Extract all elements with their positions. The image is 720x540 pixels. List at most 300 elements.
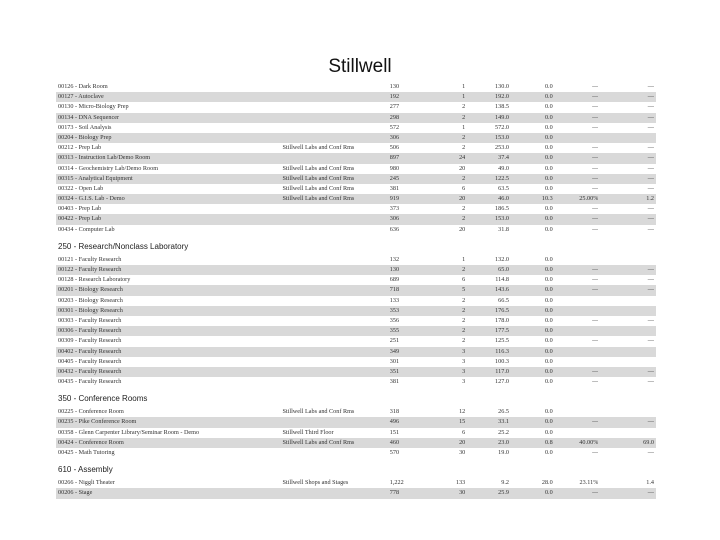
seat-count: 2 bbox=[462, 103, 466, 111]
building-name: Stillwell Labs and Conf Rms bbox=[282, 438, 355, 446]
room-name: 00358 - Glenn Carpenter Library/Seminar Room - Demo bbox=[58, 428, 200, 436]
utilization: — bbox=[592, 378, 599, 386]
room-name: 00127 - Autoclave bbox=[58, 93, 104, 101]
utilization: — bbox=[592, 449, 599, 456]
table-row bbox=[56, 417, 656, 427]
seat-count: 2 bbox=[462, 133, 466, 141]
room-name: 00303 - Faculty Research bbox=[58, 316, 122, 324]
cost-value bbox=[598, 428, 656, 438]
utilization: — bbox=[592, 276, 599, 284]
seat-count: 2 bbox=[462, 174, 466, 182]
square-feet: 689 bbox=[389, 276, 400, 284]
sqft-per-seat: 125.5 bbox=[495, 337, 509, 345]
section-heading: 250 - Research/Nonclass Laboratory bbox=[58, 241, 189, 251]
weekly-hours: 0.0 bbox=[544, 164, 553, 172]
weekly-hours: 0.8 bbox=[544, 438, 553, 446]
square-feet: 351 bbox=[389, 367, 400, 375]
room-name: 00306 - Faculty Research bbox=[58, 327, 122, 335]
weekly-hours: 0.0 bbox=[544, 113, 553, 121]
square-feet: 130 bbox=[389, 83, 400, 90]
seat-count: 20 bbox=[459, 164, 466, 172]
table-row bbox=[56, 336, 656, 346]
sqft-per-seat: 26.5 bbox=[498, 408, 509, 416]
room-name: 00122 - Faculty Research bbox=[58, 266, 122, 273]
cost-value: — bbox=[647, 378, 654, 386]
seat-count: 15 bbox=[459, 418, 466, 426]
utilization bbox=[553, 326, 599, 336]
room-name: 00402 - Faculty Research bbox=[58, 347, 122, 355]
table-row bbox=[56, 184, 656, 194]
building-name bbox=[282, 92, 387, 102]
table-row bbox=[56, 428, 656, 438]
sqft-per-seat: 25.9 bbox=[498, 489, 509, 497]
room-name: 00121 - Faculty Research bbox=[58, 255, 122, 263]
cost-value bbox=[598, 296, 656, 306]
sqft-per-seat: 192.0 bbox=[495, 93, 509, 101]
building-name bbox=[282, 204, 387, 214]
weekly-hours: 0.0 bbox=[544, 296, 553, 304]
square-feet: 245 bbox=[389, 174, 400, 182]
cost-value: — bbox=[647, 93, 654, 101]
weekly-hours: 0.0 bbox=[544, 174, 553, 182]
room-name: 00405 - Faculty Research bbox=[58, 357, 122, 365]
square-feet: 306 bbox=[389, 215, 400, 223]
utilization: — bbox=[592, 205, 599, 213]
sqft-per-seat: 37.4 bbox=[498, 154, 509, 162]
square-feet: 718 bbox=[389, 286, 400, 294]
building-name bbox=[282, 336, 387, 346]
cost-value bbox=[598, 133, 656, 143]
sqft-per-seat: 153.0 bbox=[495, 133, 509, 141]
square-feet: 277 bbox=[389, 103, 400, 111]
cost-value bbox=[598, 357, 656, 367]
seat-count: 2 bbox=[462, 266, 466, 273]
cost-value: — bbox=[647, 154, 654, 162]
square-feet: 570 bbox=[389, 449, 400, 456]
sqft-per-seat: 176.5 bbox=[495, 306, 509, 314]
building-name bbox=[282, 326, 387, 336]
seat-count: 1 bbox=[462, 255, 466, 263]
weekly-hours: 28.0 bbox=[541, 479, 553, 487]
square-feet: 130 bbox=[389, 266, 400, 273]
sqft-per-seat: 127.0 bbox=[495, 378, 509, 386]
section-heading: 350 - Conference Rooms bbox=[58, 394, 148, 404]
seat-count: 6 bbox=[462, 184, 466, 192]
sqft-per-seat: 66.5 bbox=[498, 296, 509, 304]
room-name: 00128 - Research Laboratory bbox=[58, 276, 131, 284]
cost-value: — bbox=[647, 418, 654, 426]
weekly-hours: 0.0 bbox=[544, 123, 553, 131]
utilization: — bbox=[592, 184, 599, 192]
room-name: 00130 - Micro-Biology Prep bbox=[58, 103, 129, 111]
seat-count: 20 bbox=[459, 195, 466, 203]
table-row bbox=[56, 377, 656, 387]
building-name: Stillwell Labs and Conf Rms bbox=[282, 174, 355, 182]
utilization: 40.00% bbox=[579, 438, 599, 446]
building-name bbox=[282, 357, 387, 367]
building-name bbox=[282, 225, 387, 235]
weekly-hours: 0.0 bbox=[544, 286, 553, 294]
cost-value: — bbox=[647, 113, 654, 121]
utilization: 23.11% bbox=[579, 479, 599, 487]
utilization: — bbox=[592, 154, 599, 162]
building-name bbox=[282, 275, 387, 285]
cost-value: — bbox=[647, 337, 654, 345]
sqft-per-seat: 46.0 bbox=[498, 195, 509, 203]
cost-value: — bbox=[647, 83, 654, 90]
building-name bbox=[282, 367, 387, 377]
sqft-per-seat: 63.5 bbox=[498, 184, 509, 192]
seat-count: 3 bbox=[462, 357, 466, 365]
room-name: 00315 - Analytical Equipment bbox=[58, 174, 133, 182]
weekly-hours: 0.0 bbox=[544, 103, 553, 111]
sqft-per-seat: 100.3 bbox=[495, 357, 509, 365]
building-name bbox=[282, 296, 387, 306]
sqft-per-seat: 9.2 bbox=[501, 479, 509, 487]
utilization bbox=[553, 255, 599, 265]
cost-value: 69.0 bbox=[643, 438, 654, 446]
building-name bbox=[282, 113, 387, 123]
weekly-hours: 0.0 bbox=[544, 225, 553, 233]
cost-value: — bbox=[647, 103, 654, 111]
building-name bbox=[282, 214, 387, 224]
table-row bbox=[56, 367, 656, 377]
room-name: 00424 - Conference Room bbox=[58, 438, 124, 446]
seat-count: 2 bbox=[462, 205, 466, 213]
utilization: — bbox=[592, 83, 599, 90]
building-name bbox=[282, 255, 387, 265]
room-name: 00173 - Soil Analysis bbox=[58, 123, 112, 131]
cost-value: — bbox=[647, 164, 654, 172]
weekly-hours: 0.0 bbox=[544, 205, 553, 213]
square-feet: 897 bbox=[389, 154, 400, 162]
sqft-per-seat: 138.5 bbox=[495, 103, 509, 111]
building-name: Stillwell Labs and Conf Rms bbox=[282, 408, 355, 416]
building-name bbox=[282, 347, 387, 357]
weekly-hours: 0.0 bbox=[544, 255, 553, 263]
weekly-hours: 0.0 bbox=[544, 347, 553, 355]
weekly-hours: 0.0 bbox=[544, 154, 553, 162]
building-name: Stillwell Labs and Conf Rms bbox=[282, 184, 355, 192]
building-name: Stillwell Shops and Stages bbox=[282, 479, 349, 487]
weekly-hours: 0.0 bbox=[544, 357, 553, 365]
sqft-per-seat: 65.0 bbox=[498, 266, 509, 273]
seat-count: 2 bbox=[462, 296, 466, 304]
seat-count: 3 bbox=[462, 347, 466, 355]
utilization: — bbox=[592, 367, 599, 375]
sqft-per-seat: 130.0 bbox=[495, 83, 509, 90]
building-name bbox=[282, 377, 387, 387]
room-name: 00134 - DNA Sequencer bbox=[58, 113, 120, 121]
utilization: — bbox=[592, 103, 599, 111]
table-row bbox=[56, 123, 656, 133]
building-name bbox=[282, 285, 387, 295]
table-row bbox=[56, 214, 656, 224]
seat-count: 5 bbox=[462, 286, 466, 294]
utilization: — bbox=[592, 418, 599, 426]
utilization bbox=[553, 357, 599, 367]
room-name: 00324 - G.I.S. Lab - Demo bbox=[58, 195, 125, 203]
seat-count: 2 bbox=[462, 306, 466, 314]
cost-value: — bbox=[647, 225, 654, 233]
table-row bbox=[56, 438, 656, 448]
utilization bbox=[553, 296, 599, 306]
sqft-per-seat: 116.3 bbox=[495, 347, 509, 355]
square-feet: 298 bbox=[389, 113, 400, 121]
seat-count: 24 bbox=[459, 154, 466, 162]
seat-count: 3 bbox=[462, 378, 466, 386]
seat-count: 30 bbox=[459, 489, 466, 497]
sqft-per-seat: 49.0 bbox=[498, 164, 509, 172]
table-row bbox=[56, 194, 656, 204]
seat-count: 6 bbox=[462, 276, 466, 284]
utilization bbox=[553, 306, 599, 316]
cost-value: — bbox=[647, 215, 654, 223]
weekly-hours: 0.0 bbox=[544, 337, 553, 345]
sqft-per-seat: 572.0 bbox=[495, 123, 509, 131]
cost-value: — bbox=[647, 449, 654, 456]
utilization: — bbox=[592, 337, 599, 345]
seat-count: 20 bbox=[459, 225, 466, 233]
building-name: Stillwell Labs and Conf Rms bbox=[282, 164, 355, 172]
seat-count: 2 bbox=[462, 113, 466, 121]
square-feet: 506 bbox=[389, 144, 400, 152]
seat-count: 133 bbox=[455, 479, 466, 487]
weekly-hours: 0.0 bbox=[544, 266, 553, 273]
room-name: 00309 - Faculty Research bbox=[58, 337, 122, 345]
weekly-hours: 0.0 bbox=[544, 215, 553, 223]
table-row bbox=[56, 255, 656, 265]
room-name: 00266 - Niggli Theater bbox=[58, 479, 115, 487]
weekly-hours: 0.0 bbox=[544, 428, 553, 436]
square-feet: 349 bbox=[389, 347, 400, 355]
utilization: — bbox=[592, 225, 599, 233]
sqft-per-seat: 23.0 bbox=[498, 438, 509, 446]
utilization bbox=[553, 347, 599, 357]
room-name: 00235 - Pike Conference Room bbox=[58, 418, 137, 426]
table-row bbox=[56, 275, 656, 285]
table-row bbox=[56, 102, 656, 112]
weekly-hours: 0.0 bbox=[544, 449, 553, 456]
cost-value: — bbox=[647, 316, 654, 324]
cost-value: — bbox=[647, 144, 654, 152]
table-row bbox=[56, 174, 656, 184]
room-name: 00432 - Faculty Research bbox=[58, 367, 122, 375]
sqft-per-seat: 149.0 bbox=[495, 113, 509, 121]
cost-value: — bbox=[647, 205, 654, 213]
building-name bbox=[282, 306, 387, 316]
cost-value: 1.4 bbox=[646, 479, 654, 487]
square-feet: 381 bbox=[389, 378, 400, 386]
cost-value: — bbox=[647, 489, 654, 497]
utilization bbox=[553, 428, 599, 438]
seat-count: 2 bbox=[462, 144, 466, 152]
utilization bbox=[553, 407, 599, 417]
building-name bbox=[282, 123, 387, 133]
utilization: — bbox=[592, 123, 599, 131]
weekly-hours: 0.0 bbox=[544, 408, 553, 416]
room-name: 00126 - Dark Room bbox=[58, 83, 108, 90]
weekly-hours: 0.0 bbox=[544, 83, 553, 90]
room-name: 00201 - Biology Research bbox=[58, 286, 123, 294]
cost-value: — bbox=[647, 276, 654, 284]
sqft-per-seat: 33.1 bbox=[498, 418, 509, 426]
utilization: — bbox=[592, 266, 599, 273]
weekly-hours: 0.0 bbox=[544, 418, 553, 426]
room-name: 00422 - Prep Lab bbox=[58, 215, 102, 223]
utilization: — bbox=[592, 316, 599, 324]
building-name bbox=[282, 488, 387, 498]
room-name: 00225 - Conference Room bbox=[58, 408, 124, 416]
cost-value: — bbox=[647, 184, 654, 192]
cost-value bbox=[598, 347, 656, 357]
utilization: — bbox=[592, 215, 599, 223]
weekly-hours: 0.0 bbox=[544, 276, 553, 284]
weekly-hours: 0.0 bbox=[544, 316, 553, 324]
utilization: — bbox=[592, 286, 599, 294]
table-row bbox=[56, 92, 656, 102]
table-row bbox=[56, 204, 656, 214]
cost-value: — bbox=[647, 123, 654, 131]
table-row bbox=[56, 347, 656, 357]
table-row bbox=[56, 143, 656, 153]
square-feet: 133 bbox=[389, 296, 400, 304]
table-row bbox=[56, 153, 656, 163]
weekly-hours: 0.0 bbox=[544, 144, 553, 152]
room-name: 00203 - Biology Research bbox=[58, 296, 123, 304]
weekly-hours: 0.0 bbox=[544, 489, 553, 497]
utilization: 25.00% bbox=[579, 195, 599, 203]
square-feet: 306 bbox=[389, 133, 400, 141]
table-row bbox=[56, 113, 656, 123]
building-name bbox=[282, 448, 387, 458]
seat-count: 1 bbox=[462, 83, 466, 90]
cost-value: — bbox=[647, 367, 654, 375]
square-feet: 373 bbox=[389, 205, 400, 213]
room-name: 00434 - Computer Lab bbox=[58, 225, 115, 233]
square-feet: 192 bbox=[389, 93, 400, 101]
table-row bbox=[56, 296, 656, 306]
square-feet: 460 bbox=[389, 438, 400, 446]
sqft-per-seat: 186.5 bbox=[495, 205, 509, 213]
weekly-hours: 0.0 bbox=[544, 93, 553, 101]
utilization: — bbox=[592, 113, 599, 121]
seat-count: 30 bbox=[459, 449, 466, 456]
square-feet: 301 bbox=[389, 357, 400, 365]
utilization: — bbox=[592, 174, 599, 182]
weekly-hours: 0.0 bbox=[544, 367, 553, 375]
sqft-per-seat: 153.0 bbox=[495, 215, 509, 223]
section-heading: 610 - Assembly bbox=[58, 465, 113, 475]
seat-count: 2 bbox=[462, 215, 466, 223]
sqft-per-seat: 31.8 bbox=[498, 225, 509, 233]
cost-value bbox=[598, 306, 656, 316]
seat-count: 3 bbox=[462, 367, 466, 375]
room-name: 00314 - Geochemistry Lab/Demo Room bbox=[58, 164, 159, 172]
building-name bbox=[282, 133, 387, 143]
table-row bbox=[56, 316, 656, 326]
square-feet: 355 bbox=[389, 327, 400, 335]
square-feet: 381 bbox=[389, 184, 400, 192]
square-feet: 1,222 bbox=[389, 479, 404, 487]
sqft-per-seat: 122.5 bbox=[495, 174, 509, 182]
table-row bbox=[56, 407, 656, 417]
seat-count: 2 bbox=[462, 316, 466, 324]
sqft-per-seat: 19.0 bbox=[498, 449, 509, 456]
sqft-per-seat: 132.0 bbox=[495, 255, 509, 263]
seat-count: 2 bbox=[462, 337, 466, 345]
building-name bbox=[282, 82, 387, 92]
weekly-hours: 0.0 bbox=[544, 327, 553, 335]
sqft-per-seat: 25.2 bbox=[498, 428, 509, 436]
weekly-hours: 0.0 bbox=[544, 378, 553, 386]
table-row bbox=[56, 285, 656, 295]
sqft-per-seat: 177.5 bbox=[495, 327, 509, 335]
building-name: Stillwell Labs and Conf Rms bbox=[282, 195, 355, 203]
building-name bbox=[282, 316, 387, 326]
square-feet: 919 bbox=[389, 195, 400, 203]
table-row bbox=[56, 448, 656, 458]
building-name bbox=[282, 265, 387, 275]
room-name: 00403 - Prep Lab bbox=[58, 205, 102, 213]
seat-count: 1 bbox=[462, 123, 466, 131]
building-name: Stillwell Labs and Conf Rms bbox=[282, 144, 355, 152]
table-row bbox=[56, 357, 656, 367]
cost-value: — bbox=[647, 266, 654, 273]
square-feet: 572 bbox=[389, 123, 400, 131]
cost-value bbox=[598, 326, 656, 336]
cost-value bbox=[598, 255, 656, 265]
square-feet: 132 bbox=[389, 255, 400, 263]
utilization: — bbox=[592, 164, 599, 172]
room-name: 00212 - Prep Lab bbox=[58, 144, 102, 152]
weekly-hours: 10.3 bbox=[541, 195, 553, 203]
room-name: 00322 - Open Lab bbox=[58, 184, 104, 192]
square-feet: 151 bbox=[389, 428, 400, 436]
weekly-hours: 0.0 bbox=[544, 184, 553, 192]
room-name: 00425 - Math Tutoring bbox=[58, 449, 115, 456]
utilization: — bbox=[592, 489, 599, 497]
table-row bbox=[56, 82, 656, 92]
square-feet: 778 bbox=[389, 489, 400, 497]
room-table bbox=[56, 82, 656, 499]
square-feet: 318 bbox=[389, 408, 400, 416]
square-feet: 356 bbox=[389, 316, 400, 324]
cost-value: — bbox=[647, 174, 654, 182]
building-name bbox=[282, 153, 387, 163]
seat-count: 12 bbox=[459, 408, 466, 416]
sqft-per-seat: 117.0 bbox=[495, 367, 509, 375]
seat-count: 2 bbox=[462, 327, 466, 335]
seat-count: 6 bbox=[462, 428, 466, 436]
utilization: — bbox=[592, 144, 599, 152]
seat-count: 20 bbox=[459, 438, 466, 446]
cost-value: 1.2 bbox=[646, 195, 654, 203]
weekly-hours: 0.0 bbox=[544, 306, 553, 314]
room-name: 00435 - Faculty Research bbox=[58, 378, 122, 386]
building-name: Stillwell Third Floor bbox=[282, 428, 334, 436]
sqft-per-seat: 114.8 bbox=[495, 276, 509, 284]
table-row bbox=[56, 488, 656, 498]
building-name bbox=[282, 417, 387, 427]
table-row bbox=[56, 133, 656, 143]
sqft-per-seat: 143.6 bbox=[495, 286, 509, 294]
utilization bbox=[553, 133, 599, 143]
table-row bbox=[56, 164, 656, 174]
sqft-per-seat: 253.0 bbox=[495, 144, 509, 152]
table-row bbox=[56, 225, 656, 235]
page-title: Stillwell bbox=[328, 56, 392, 77]
